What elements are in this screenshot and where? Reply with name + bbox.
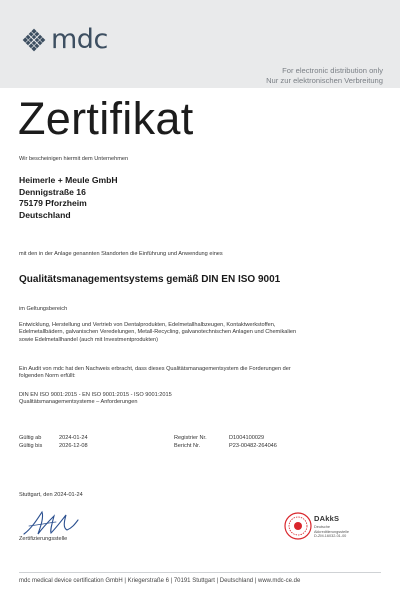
company-name: Heimerle + Meule GmbH	[19, 175, 118, 185]
valid-from-value: 2024-01-24	[59, 435, 88, 441]
dakks-details	[314, 525, 349, 539]
register-value: D1004100029	[229, 435, 265, 441]
audit-line: Ein Audit von mdc hat den Nachweis erbracht, dass dieses Qualitätsmanagementsystem die Forderungen der	[19, 366, 291, 372]
intro-text: Wir bescheinigen hiermit dem Unternehmen	[19, 156, 129, 162]
footer-divider	[19, 572, 381, 573]
report-value: P23-00482-264046	[229, 443, 277, 450]
company-address	[19, 175, 118, 221]
scope-line: Edelmetallbädern, galvanischen Veredelungen, Metall-Recycling, galvanotechnischen Anlagen und Chemikalien	[19, 329, 297, 336]
dakks-line: Deutsche	[314, 525, 331, 529]
company-country: Deutschland	[19, 209, 71, 220]
valid-until-label: Gültig bis	[19, 443, 43, 450]
dakks-line: Akkreditierungsstelle	[314, 529, 350, 534]
norm-block	[19, 392, 172, 407]
company-city: 75179 Pforzheim	[19, 198, 87, 209]
audit-text	[19, 366, 291, 381]
footer-address: mdc medical device certification GmbH | Kriegerstraße 6 | 70191 Stuttgart | Deutschland | www.mdc-ce.de	[19, 578, 301, 584]
company-street: Dennigstraße 16	[19, 186, 86, 197]
logo-wordmark: mdc	[51, 24, 108, 55]
distribution-note-en: For electronic distribution only	[282, 66, 383, 75]
audit-line: folgenden Norm erfüllt:	[19, 373, 76, 380]
scope-label: im Geltungsbereich	[19, 306, 68, 312]
norm-description: Qualitätsmanagementsysteme – Anforderungen	[19, 399, 138, 406]
handwritten-signature	[20, 506, 90, 538]
header-band	[0, 0, 400, 88]
distribution-note	[266, 66, 383, 85]
place-date: Stuttgart, den 2024-01-24	[19, 492, 83, 498]
scope-line: Entwicklung, Herstellung und Vertrieb von Dentalprodukten, Edelmetallhalbzeugen, Kontaktwerkstoffen,	[19, 322, 276, 328]
valid-until-value: 2026-12-08	[59, 443, 88, 450]
norm-line: DIN EN ISO 9001:2015 - EN ISO 9001:2015 - ISO 9001:2015	[19, 392, 172, 398]
dakks-name: DAkkS	[314, 514, 340, 523]
validity-row	[19, 434, 277, 442]
distribution-note-de: Nur zur elektronischen Verbreitung	[266, 75, 383, 85]
scope-text	[19, 322, 296, 344]
locations-text: mit den in der Anlage genannten Standorten die Einführung und Anwendung eines	[19, 251, 223, 257]
validity-row	[19, 442, 277, 450]
mdc-logo-icon	[20, 26, 48, 54]
scope-line: sowie Edelmetallhandel (auch mit Investmentprodukten)	[19, 336, 158, 343]
valid-from-label: Gültig ab	[19, 435, 42, 441]
standard-title: Qualitätsmanagementsystems gemäß DIN EN ISO 9001	[19, 274, 281, 285]
register-label: Registrier Nr.	[174, 435, 207, 441]
certificate-title: Zertifikat	[18, 93, 194, 144]
signature-label: Zertifizierungsstelle	[19, 536, 68, 542]
report-label: Bericht Nr.	[174, 443, 201, 450]
validity-block	[19, 434, 277, 451]
dakks-line: D-ZM-16032-01-00	[314, 534, 347, 539]
mdc-logo	[20, 26, 108, 54]
